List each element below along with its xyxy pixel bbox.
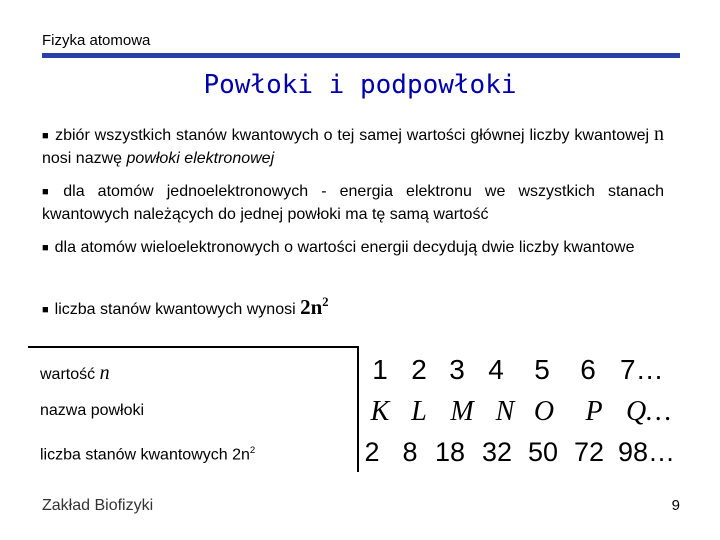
bullet-square-icon: ■ xyxy=(42,130,50,142)
table-cell: N xyxy=(495,396,515,427)
row-label-state-count: liczba stanów kwantowych $2n^2$ xyxy=(40,445,256,464)
row-label-var: n xyxy=(99,362,110,384)
bullet-1 xyxy=(42,124,664,169)
page-number: 9 xyxy=(671,497,680,514)
table-cell: 8 xyxy=(402,437,418,467)
bullet-3-text: dla atomów wieloelektronowych o wartości energii decydują dwie liczby kwantowe xyxy=(54,239,635,256)
header-title: Fizyka atomowa xyxy=(42,32,151,49)
table-cell: Q… xyxy=(626,396,672,427)
table-cell: L xyxy=(411,396,427,427)
table-top-rule xyxy=(28,346,357,348)
row-label-shell-name: nazwa powłoki xyxy=(40,402,145,419)
bullet-3 xyxy=(42,237,664,260)
bullet-square-icon: ■ xyxy=(42,304,49,316)
bullet-4 xyxy=(42,292,664,322)
table-cell: 3 xyxy=(449,354,465,385)
bullet-square-icon: ■ xyxy=(42,186,58,198)
table-divider xyxy=(357,346,359,472)
bullet-2 xyxy=(42,181,664,225)
table-cell: 6 xyxy=(580,354,596,385)
header-rule xyxy=(42,53,680,58)
bullet-1-text: zbiór wszystkich stanów kwantowych o tej samej wartości głównej liczby kwantowej xyxy=(55,127,654,144)
table-cell: 18 xyxy=(434,437,466,467)
table-cell: 2 xyxy=(411,354,427,385)
table-cell: 7… xyxy=(620,354,664,385)
bullet-2-text: dla atomów jednoelektronowych - energia elektronu we wszystkich stanach kwantowych należących do jednej powłoki ma tę samą wartość xyxy=(42,183,664,223)
table-cell: K xyxy=(370,396,390,427)
row-label-n: wartość n xyxy=(40,362,110,384)
formula-base: 2n xyxy=(300,295,323,319)
table-cell: 32 xyxy=(481,437,513,467)
slide-title: Powłoki i podpowłoki xyxy=(203,70,517,100)
bullet-1-var: n xyxy=(654,123,664,145)
table-cell: 98… xyxy=(618,437,676,467)
table-cell: M xyxy=(450,396,474,427)
table-cell: 5 xyxy=(534,354,550,385)
table-cell: O xyxy=(533,396,555,427)
table-cell: P xyxy=(585,396,603,427)
table-cell: 4 xyxy=(488,354,504,385)
table-cell: 50 xyxy=(527,437,559,467)
bullet-square-icon: ■ xyxy=(42,242,49,254)
bullet-4-text: liczba stanów kwantowych wynosi xyxy=(54,301,301,318)
formula-sup: 2 xyxy=(322,295,329,309)
bullet-4-formula xyxy=(300,295,328,319)
table-cell: 72 xyxy=(573,437,605,467)
table-cell: 1 xyxy=(372,354,388,385)
bullet-1-italic: powłoki elektronowej xyxy=(126,150,275,167)
bullet-1-text-2: nosi nazwę xyxy=(42,150,127,167)
table-cell: 2 xyxy=(364,437,380,467)
footer-institution: Zakład Biofizyki xyxy=(42,497,154,514)
row-label-sup: 2 xyxy=(249,445,256,456)
